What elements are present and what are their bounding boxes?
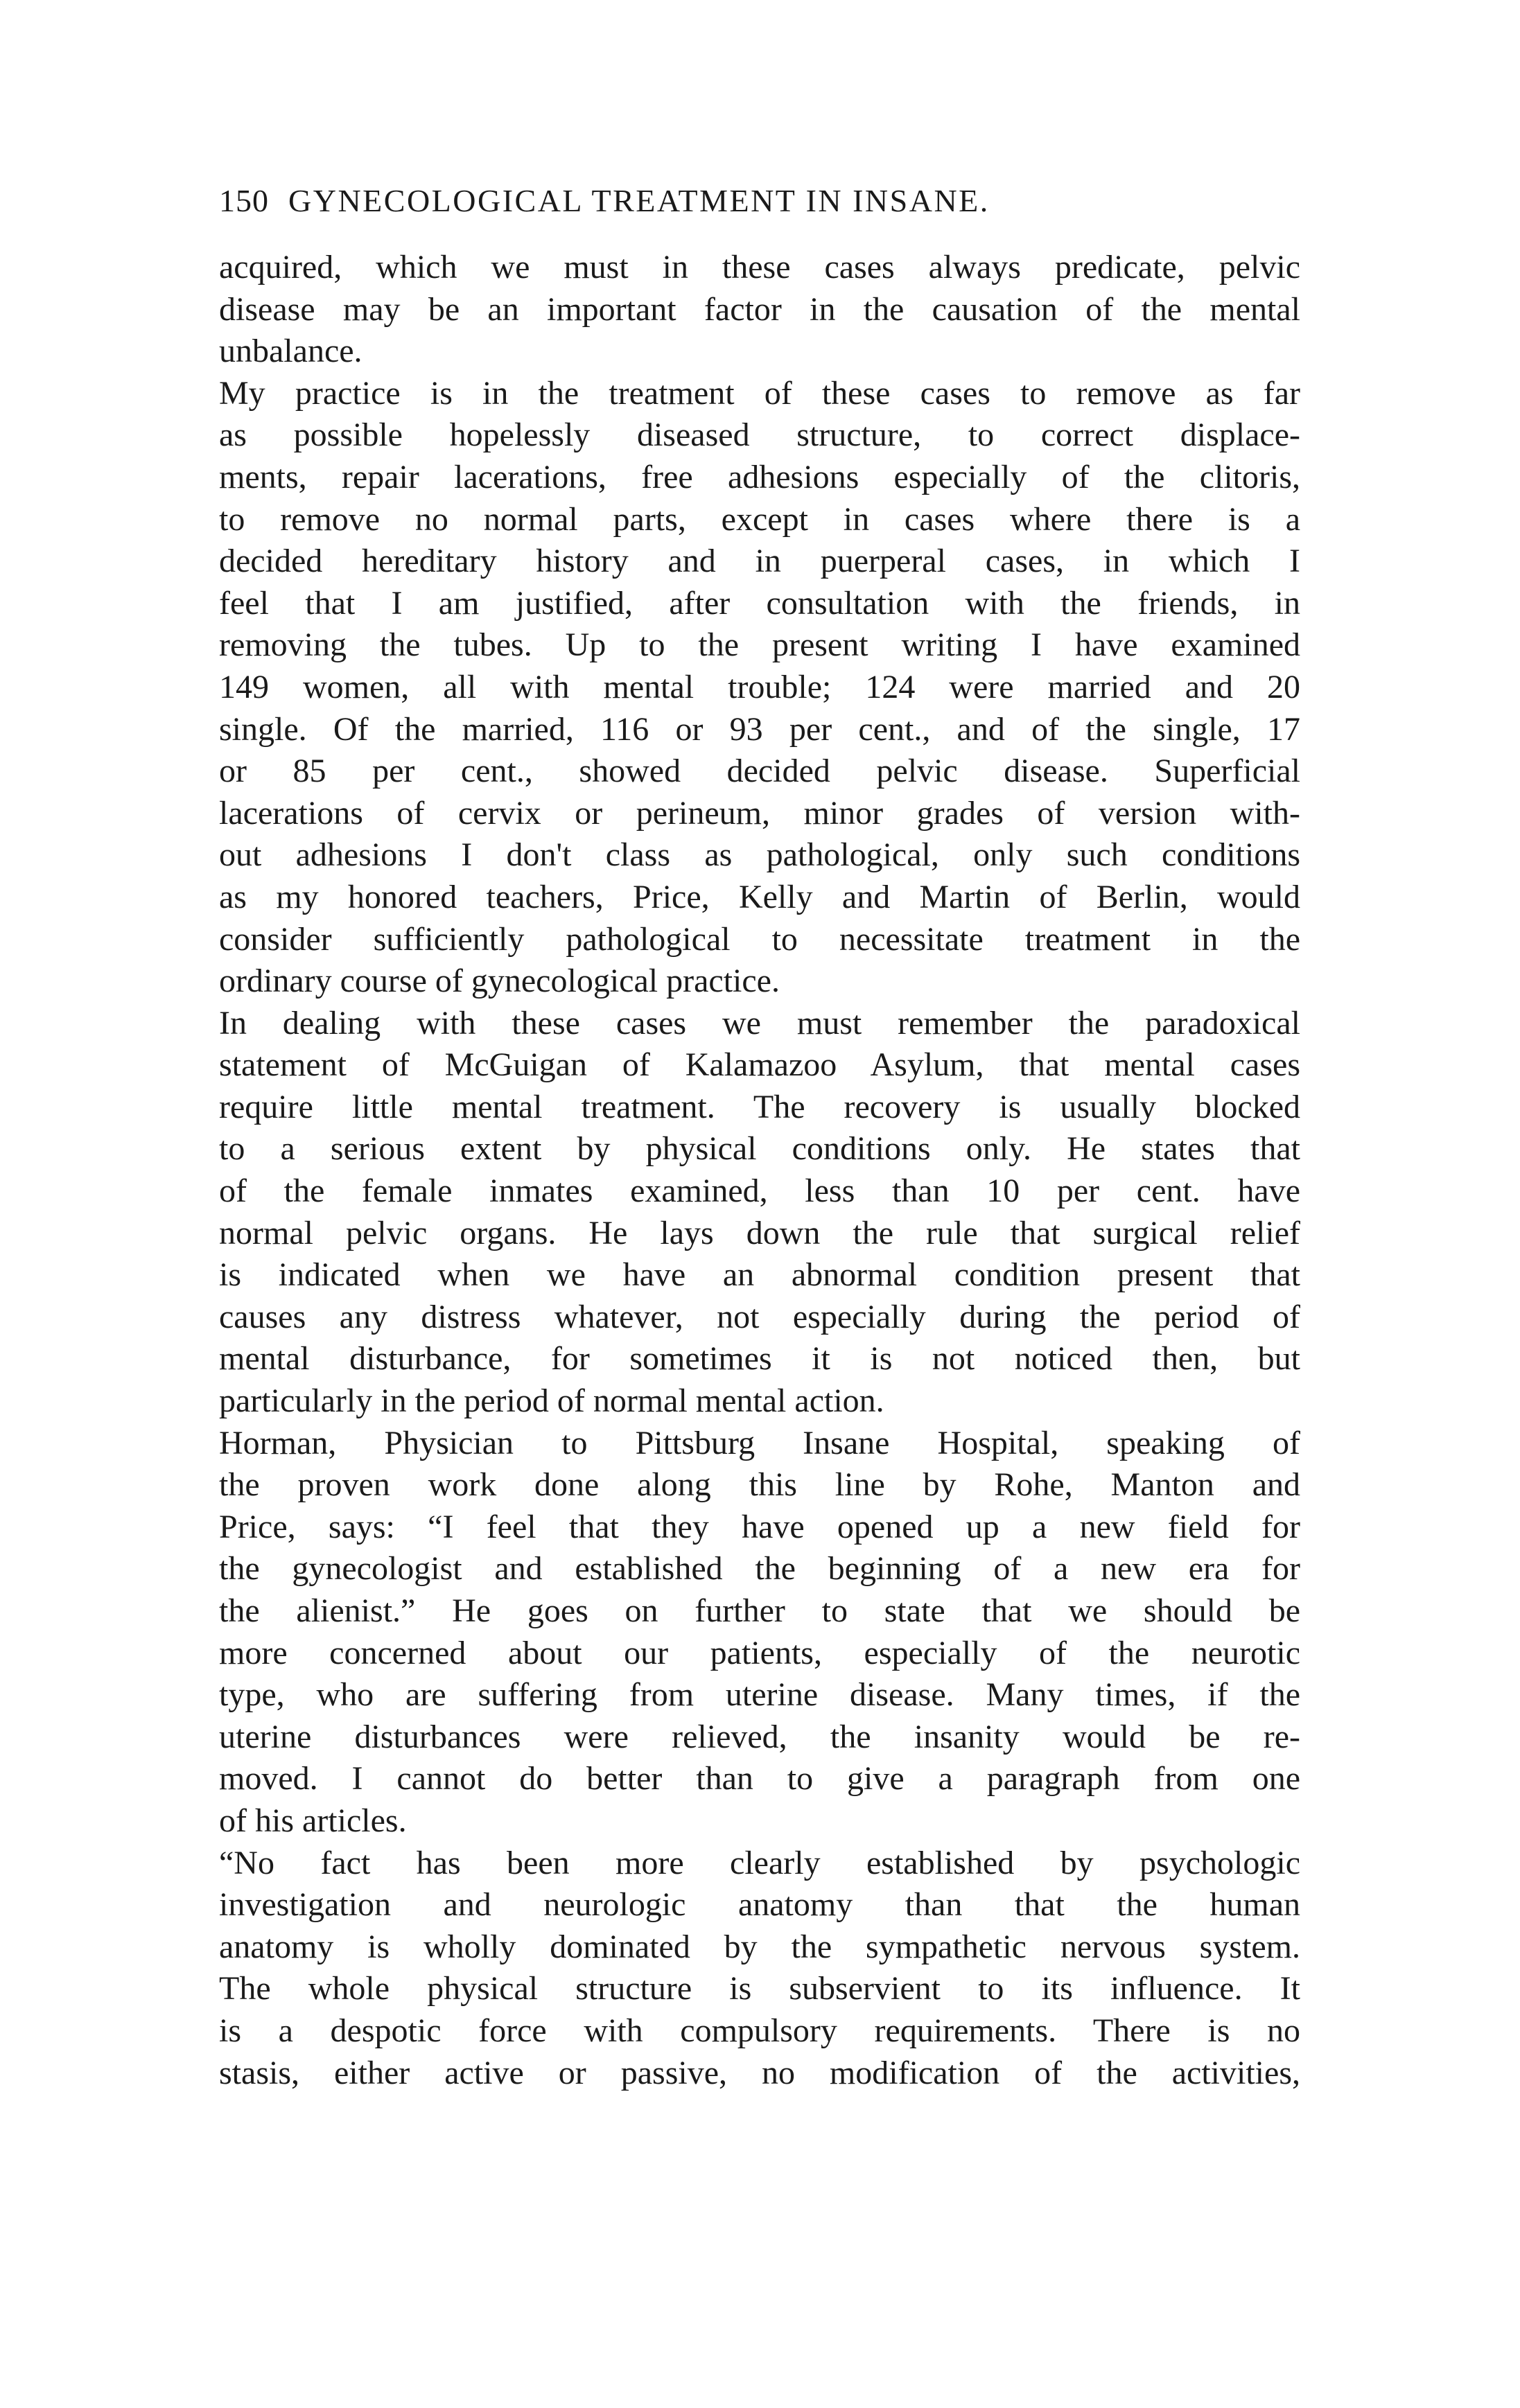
text-line: moved. I cannot do better than to give a paragraph from one <box>219 1760 1300 1798</box>
text-line: anatomy is wholly dominated by the sympathetic nervous system. <box>219 1928 1300 1965</box>
text-line: out adhesions I don't class as pathological, only such conditions <box>219 836 1300 874</box>
text-line: Price, says: “I feel that they have opened up a new field for <box>219 1508 1300 1545</box>
text-line: stasis, either active or passive, no modification of the activities, <box>219 2054 1300 2091</box>
text-line: “No fact has been more clearly established by psychologic <box>219 1844 1300 1881</box>
text-line: unbalance. <box>219 333 362 370</box>
text-line: disease may be an important factor in the causation of the mental <box>219 290 1300 328</box>
text-line: In dealing with these cases we must remember the paradoxical <box>219 1004 1300 1042</box>
text-line: My practice is in the treatment of these cases to remove as far <box>219 374 1300 412</box>
text-line: removing the tubes. Up to the present writing I have examined <box>219 626 1300 664</box>
body-text <box>219 247 1300 2094</box>
text-line: investigation and neurologic anatomy than that the human <box>219 1886 1300 1924</box>
text-line: Horman, Physician to Pittsburg Insane Hospital, speaking of <box>219 1424 1300 1461</box>
text-line: mental disturbance, for sometimes it is not noticed then, but <box>219 1340 1300 1378</box>
text-line: is a despotic force with compulsory requirements. There is no <box>219 2012 1300 2049</box>
text-line: or 85 per cent., showed decided pelvic disease. Superficial <box>219 753 1300 790</box>
text-line: of his articles. <box>219 1802 407 1839</box>
text-line: decided hereditary history and in puerperal cases, in which I <box>219 543 1300 580</box>
text-line: more concerned about our patients, especially of the neurotic <box>219 1634 1300 1671</box>
text-line: The whole physical structure is subservient to its influence. It <box>219 1970 1300 2007</box>
page-number: 150 <box>219 183 269 218</box>
text-line: statement of McGuigan of Kalamazoo Asylum, that mental cases <box>219 1046 1300 1084</box>
text-line: feel that I am justified, after consultation with the friends, in <box>219 584 1300 622</box>
running-header <box>219 182 1300 220</box>
text-line: to a serious extent by physical conditions only. He states that <box>219 1130 1300 1168</box>
text-line: consider sufficiently pathological to necessitate treatment in the <box>219 920 1300 958</box>
text-line: type, who are suffering from uterine disease. Many times, if the <box>219 1676 1300 1714</box>
text-line: the proven work done along this line by Rohe, Manton and <box>219 1466 1300 1504</box>
text-line: lacerations of cervix or perineum, minor grades of version with- <box>219 794 1300 832</box>
text-line: acquired, which we must in these cases always predicate, pelvic <box>219 249 1300 285</box>
running-title: GYNECOLOGICAL TREATMENT IN INSANE. <box>288 183 990 218</box>
text-line: require little mental treatment. The recovery is usually blocked <box>219 1088 1300 1125</box>
text-line: of the female inmates examined, less than 10 per cent. have <box>219 1172 1300 1210</box>
text-line: the alienist.” He goes on further to state that we should be <box>219 1592 1300 1629</box>
text-line: ordinary course of gynecological practice. <box>219 963 780 1000</box>
text-line: normal pelvic organs. He lays down the rule that surgical relief <box>219 1214 1300 1251</box>
text-line: particularly in the period of normal mental action. <box>219 1382 884 1420</box>
page-content <box>219 182 1300 2094</box>
text-line: uterine disturbances were relieved, the insanity would be re- <box>219 1718 1300 1755</box>
text-line: is indicated when we have an abnormal condition present that <box>219 1256 1300 1294</box>
text-line: the gynecologist and established the beginning of a new era for <box>219 1550 1300 1588</box>
text-line: as my honored teachers, Price, Kelly and Martin of Berlin, would <box>219 878 1300 915</box>
text-line: 149 women, all with mental trouble; 124 were married and 20 <box>219 668 1300 705</box>
text-line: to remove no normal parts, except in cases where there is a <box>219 500 1300 538</box>
text-line: as possible hopelessly diseased structure, to correct displace- <box>219 416 1300 454</box>
text-line: ments, repair lacerations, free adhesions especially of the clitoris, <box>219 458 1300 495</box>
text-line: causes any distress whatever, not especially during the period of <box>219 1298 1300 1335</box>
text-line: single. Of the married, 116 or 93 per cent., and of the single, 17 <box>219 710 1300 748</box>
